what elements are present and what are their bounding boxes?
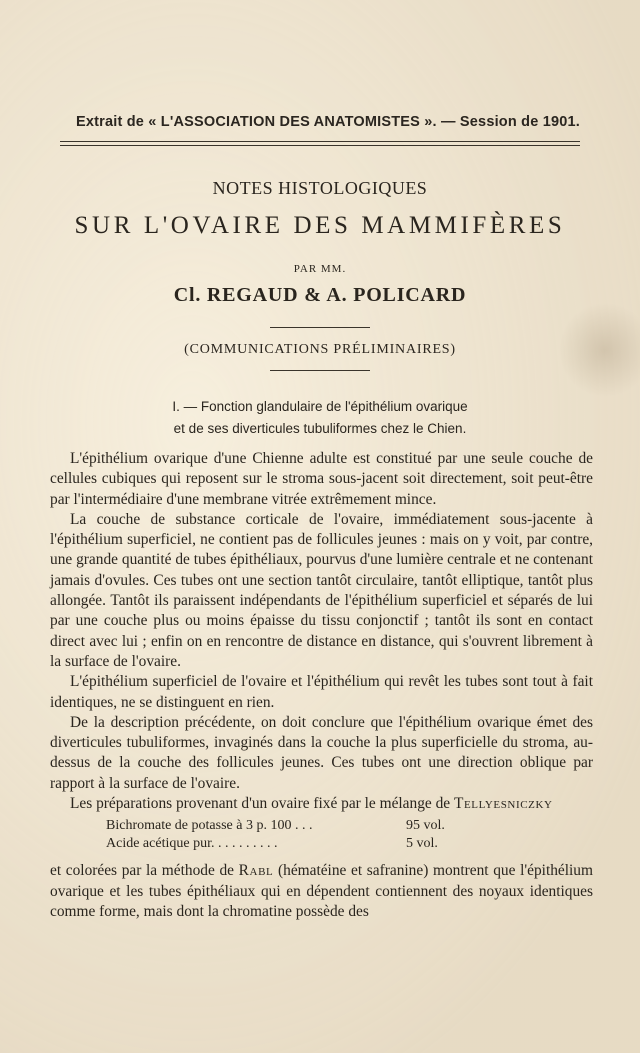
prep-text: Les préparations provenant d'un ovaire fixé par le mélange de [70, 795, 451, 813]
paragraph-3: L'épithélium superficiel de l'ovaire et l'épithélium qui revêt les tubes sont tout à fait identiques, ne se distinguent en rien. [50, 673, 593, 711]
final-after: (hématéine et safranine) montrent que l'épithélium ovarique et les tubes épithéliaux qui en dépendent contiennent des noyaux identiques comme forme, mais dont la chromatine possède des [50, 862, 593, 920]
paragraph-1: L'épithélium ovarique d'une Chienne adulte est constitué par une seule couche de cellules cubiques qui reposent sur le stroma sous-jacent soit directement, soit peut-être par l'intermédiaire d'une membrane vitrée extrêmement mince. [50, 450, 593, 508]
author-name-rabl: Rabl [238, 862, 274, 880]
paragraph-5 [50, 794, 593, 814]
recipe-table [106, 817, 593, 853]
recipe-amount: 5 vol. [406, 836, 438, 852]
paragraph-2: La couche de substance corticale de l'ovaire, immédiatement sous-jacente à l'épithélium superficiel, ne contient pas de follicules jeunes : mais on y voit, par contre, une grande quantité de tubes épithéliaux, pourvus d'une lumière centrale et ne contenant jamais d'ovules. Ces tubes ont une section tantôt circulaire, tantôt elliptique, tantôt plus allongée. Tantôt ils paraissent indépendants de l'épithélium superficiel et séparés de lui par une couche plus ou moins épaisse du tissu conjonctif ; tantôt ils sont en contact direct avec lui ; enfin on en rencontre de distance en distance, qui s'ouvrent librement à la surface de l'ovaire. [50, 510, 593, 670]
section-heading-line2: et de ses diverticules tubuliformes chez le Chien. [173, 421, 467, 436]
recipe-label: Acide acétique pur. . . . . . . . . . [106, 836, 278, 852]
notes-heading: NOTES HISTOLOGIQUES [212, 178, 428, 198]
authors: Cl. REGAUD & A. POLICARD [173, 284, 467, 306]
rule-lower [270, 370, 370, 371]
recipe-row [106, 835, 593, 853]
author-name-tellyesniczky: Tellyesniczky [453, 795, 553, 813]
extrait-header: Extrait de « L'ASSOCIATION DES ANATOMISTES ». — Session de 1901. [75, 114, 580, 130]
page-title: SUR L'OVAIRE DES MAMMIFÈRES [74, 212, 566, 239]
recipe-row [106, 817, 593, 835]
communications-label: (COMMUNICATIONS PRÉLIMINAIRES) [184, 342, 456, 357]
recipe-amount: 95 vol. [406, 818, 445, 834]
final-before: et colorées par la méthode de [50, 862, 234, 880]
paragraph-6 [50, 861, 593, 922]
paragraph-4: De la description précédente, on doit conclure que l'épithélium ovarique émet des diverticules tubuliformes, invaginés dans la couche la plus superficielle du stroma, au-dessus de la couche des follicules jeunes. Ces tubes ont une direction oblique par rapport à la surface de l'ovaire. [50, 713, 593, 792]
header-rule [60, 141, 580, 146]
body-text [50, 449, 593, 922]
section-heading-line1: I. — Fonction glandulaire de l'épithélium ovarique [172, 399, 468, 414]
par-label: PAR MM. [293, 263, 347, 275]
recipe-label: Bichromate de potasse à 3 p. 100 . . . [106, 818, 313, 834]
rule-upper [270, 327, 370, 328]
